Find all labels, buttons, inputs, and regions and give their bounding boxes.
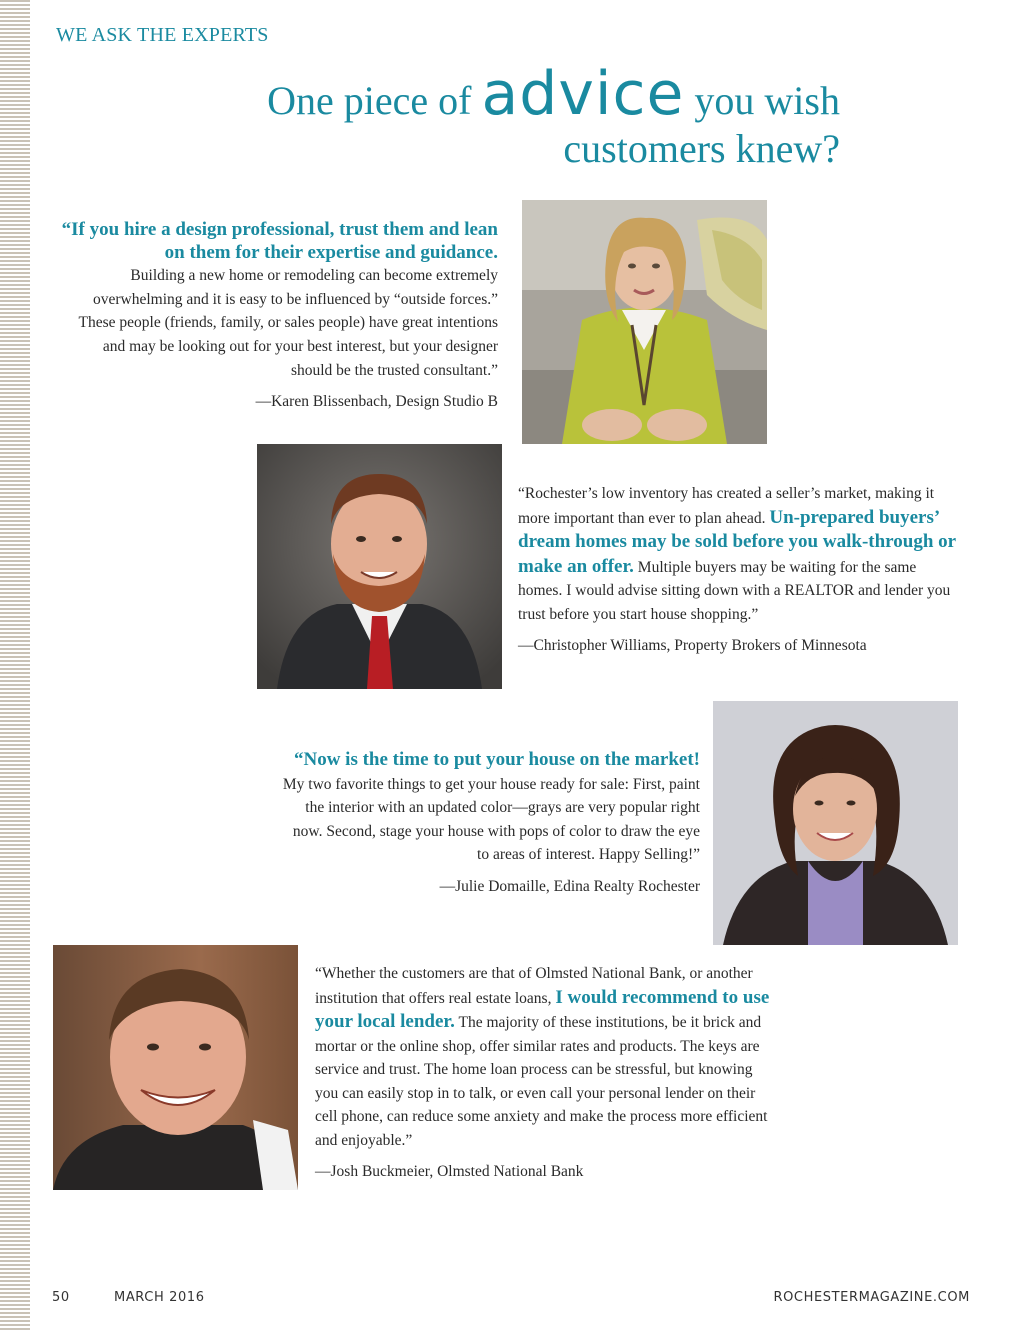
- portrait-image: [713, 701, 958, 945]
- page-headline: [150, 59, 840, 171]
- quote-body: My two favorite things to get your house ready for sale: First, paint the interior with an updated color—grays are very popular right now. Second, stage your house with pops of color to draw the eye to areas of interest. Happy Selling!”: [282, 775, 700, 864]
- quote-lead: “Rochester’s low inventory has created a seller’s market, making it more important than ever to plan ahead.: [518, 485, 935, 527]
- quote-julie: [280, 748, 700, 898]
- decorative-stripe-border: [0, 0, 30, 1330]
- portrait-photo-josh: [53, 945, 298, 1190]
- website-url: ROCHESTERMAGAZINE.COM: [773, 1290, 970, 1305]
- portrait-image: [257, 444, 502, 689]
- quote-highlight: I would recommend to use your local lender.: [315, 986, 770, 1033]
- quote-attribution: —Christopher Williams, Property Brokers of Minnesota: [518, 637, 867, 655]
- headline-emphasis: advice: [481, 59, 685, 129]
- page-number: 50: [52, 1290, 70, 1305]
- quote-highlight: “Now is the time to put your house on the market!: [293, 749, 700, 770]
- quote-attribution: —Julie Domaille, Edina Realty Rochester: [439, 877, 700, 895]
- headline-part2: you wish: [684, 78, 840, 123]
- quote-christopher: [518, 482, 958, 658]
- portrait-photo-christopher: [257, 444, 502, 689]
- quote-attribution: —Karen Blissenbach, Design Studio B: [255, 393, 498, 411]
- quote-highlight: Un-prepared buyers’ dream homes may be sold before you walk-through or make an offer.: [518, 506, 956, 577]
- quote-highlight: “If you hire a design professional, trust them and lean on them for their expertise and guidance.: [61, 219, 498, 264]
- portrait-photo-julie: [713, 701, 958, 945]
- portrait-image: [53, 945, 298, 1190]
- quote-body: The majority of these institutions, be it brick and mortar or the online shop, offer similar rates and products. The keys are service and trust. The home loan process can be stressful, but knowing you can easily stop in to talk, or even call your personal lender on their cell phone, can reduce some anxiety and make the process more efficient and enjoyable.”: [315, 1014, 768, 1149]
- portrait-image: [522, 200, 767, 444]
- section-label: WE ASK THE EXPERTS: [56, 24, 269, 46]
- issue-date: MARCH 2016: [114, 1290, 205, 1305]
- headline-line2: customers knew?: [563, 125, 840, 171]
- headline-part1: One piece of: [267, 78, 482, 123]
- portrait-photo-karen: [522, 200, 767, 444]
- quote-karen: [60, 218, 498, 414]
- quote-lead: “Whether the customers are that of Olmsted National Bank, or another institution that offers real estate loans,: [315, 965, 753, 1007]
- quote-josh: [315, 962, 770, 1184]
- quote-attribution: —Josh Buckmeier, Olmsted National Bank: [315, 1163, 584, 1181]
- quote-body: Multiple buyers may be waiting for the same homes. I would advise sitting down with a REALTOR and lender you trust before you start house shopping.”: [518, 558, 951, 623]
- quote-body: Building a new home or remodeling can become extremely overwhelming and it is easy to be influenced by “outside forces.” These people (friends, family, or sales people) have great intentions and may be looking out for your best interest, but your designer should be the trusted consultant.”: [78, 267, 498, 379]
